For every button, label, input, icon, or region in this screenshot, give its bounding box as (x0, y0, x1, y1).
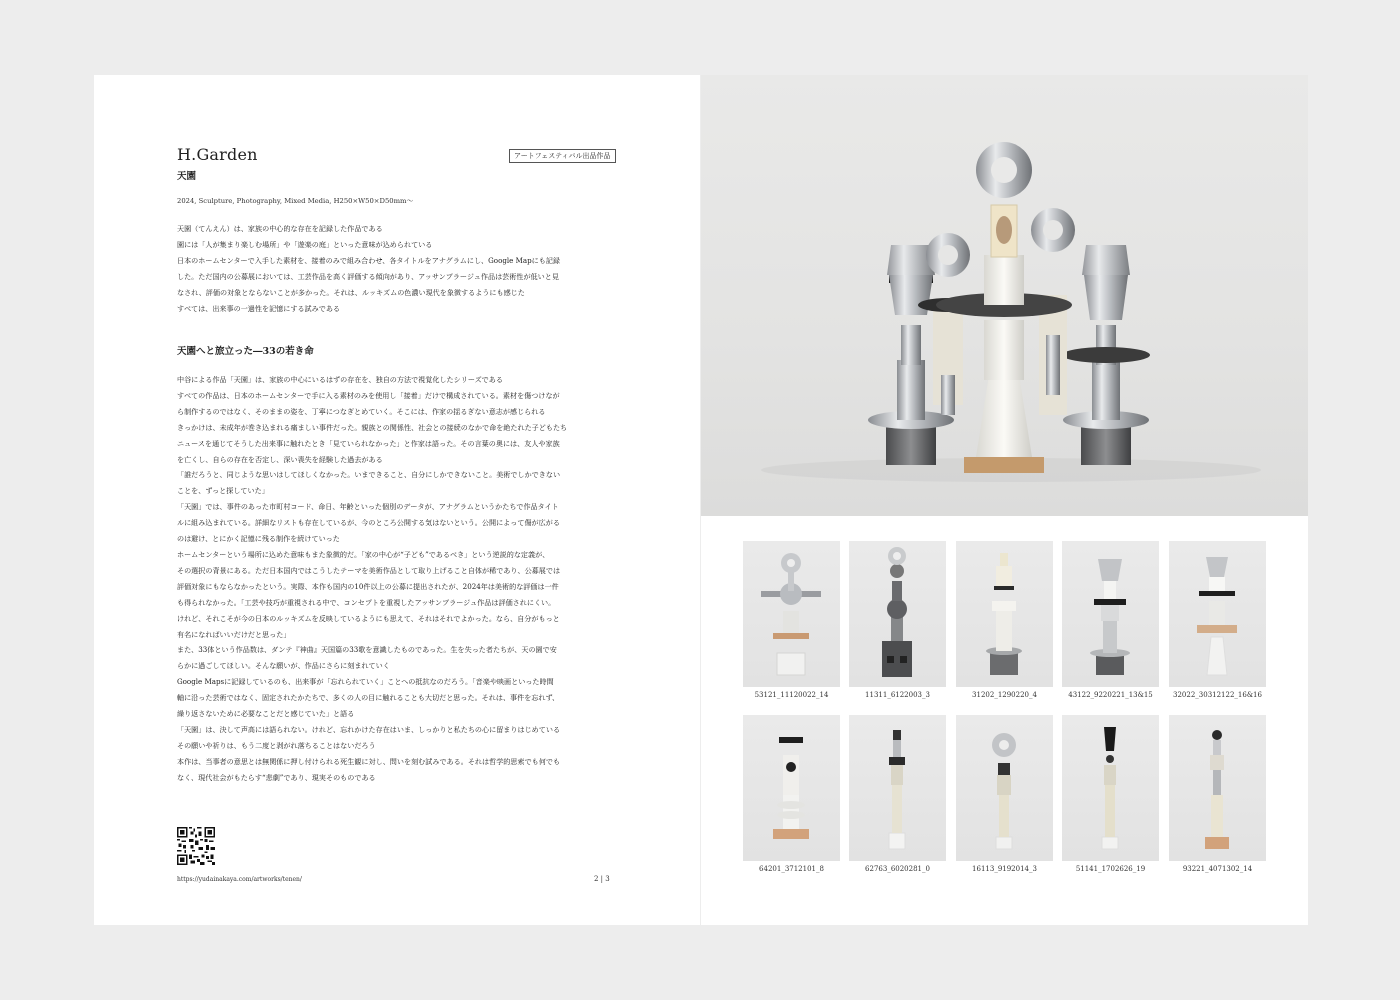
body-line: その願いや祈りは、もう二度と剥がれ落ちることはないだろう (177, 740, 376, 750)
body-line: 繰り返さないために必要なことだと感じていた」と語る (177, 709, 355, 719)
left-page (94, 75, 700, 925)
sculpture-thumb-icon (1169, 715, 1266, 861)
thumbnail-image (1062, 715, 1159, 861)
body-line: けれど、それこそが今の日本のルッキズムを反映しているようにも思えて、それはそれでよかった。なら、自分がもっと (177, 613, 560, 623)
thumbnail-card[interactable] (849, 541, 946, 699)
body-line: ら制作するのではなく、そのままの姿を、丁寧につなぎとめていく。そこには、作家の揺るぎない意志が感じられる (177, 406, 546, 416)
right-page (701, 75, 1308, 925)
page-number: 2 | 3 (594, 875, 610, 883)
thumbnail-card[interactable] (956, 715, 1053, 873)
thumbnail-caption: 64201_3712101_8 (759, 865, 824, 873)
body-line: ニュースを通じてそうした出来事に触れたとき「見ていられなかった」と作家は語った。その言葉の奥には、友人や家族 (177, 438, 560, 448)
body-line: その選択の背景にある。ただ日本国内ではこうしたテーマを美術作品として取り上げること自体が稀であり、公募展では (177, 565, 561, 575)
sculpture-thumb-icon (743, 541, 840, 687)
thumbnail-card[interactable] (1062, 715, 1159, 873)
thumbnail-image (1062, 541, 1159, 687)
body-line: を亡くし、自らの存在を否定し、深い喪失を経験した過去がある (177, 454, 383, 464)
body-line: も得られなかった。「工芸や技巧が重視される中で、コンセプトを重視したアッサンブラージュ作品は評価されにくい。 (177, 597, 556, 607)
body-line: 中谷による作品「天園」は、家族の中心にいるはずの存在を、独自の方法で視覚化したシリーズである (177, 375, 503, 384)
intro-line: なされ、評価の対象とならないことが多かった。それは、ルッキズムの色濃い現代を象徴するようにも感じた (177, 288, 525, 298)
body-line: のは避け、とにかく記憶に残る制作を続けていった (177, 534, 340, 544)
body-line: ホームセンターという場所に込めた意味もまた象徴的だ。「家の中心が“子ども”であるべき」という逆説的な定義が、 (177, 549, 550, 559)
intro-line: した。ただ国内の公募展においては、工芸作品を高く評価する傾向があり、アッサンブラージュ作品は芸術性が低いと見 (177, 272, 559, 282)
thumbnail-image (1169, 541, 1266, 687)
thumbnail-image (849, 715, 946, 861)
thumbnail-caption: 32022_30312122_16&16 (1173, 691, 1262, 699)
hero-photo (701, 75, 1308, 516)
thumbnail-image (849, 541, 946, 687)
thumbnail-caption: 53121_11120022_14 (754, 691, 829, 699)
thumbnail-card[interactable] (743, 541, 840, 699)
body-line: きっかけは、未成年が巻き込まれる痛ましい事件だった。親族との関係性、社会との接続のなかで命を絶たれた子どもたち (177, 422, 568, 432)
thumbnail-card[interactable] (956, 541, 1053, 699)
thumbnail-card[interactable] (743, 715, 840, 873)
artwork-url[interactable]: https://yudainakaya.com/artworks/tenen/ (177, 876, 302, 883)
qr-code-icon[interactable] (177, 827, 215, 865)
body-line: 「天園」は、決して声高には語られない。けれど、忘れかけた存在はいま、しっかりと私たちの心に留まりはじめている (177, 724, 561, 734)
body-line: Google Mapsに記録しているのも、出来事が「忘れられていく」ことへの抵抗なのだろう。「音楽や映画といった時間 (177, 677, 554, 687)
sculpture-thumb-icon (849, 541, 946, 687)
thumbnail-caption: 51141_1702626_19 (1075, 865, 1146, 873)
thumbnail-card[interactable] (849, 715, 946, 873)
sculpture-thumb-icon (956, 541, 1053, 687)
sculpture-thumb-icon (743, 715, 840, 861)
body-line: 軸に沿った芸術ではなく、固定されたかたちで、多くの人の目に触れることも大切だと思った。それは、事件を忘れず、 (177, 693, 560, 703)
thumbnail-caption: 43122_9220221_13&15 (1068, 691, 1153, 699)
body-line: 「誰だろうと、同じような思いはしてほしくなかった。いまできること、自分にしかできないこと。美術でしかできない (177, 470, 561, 480)
intro-line: すべては、出来事の一過性を記憶にする試みである (177, 304, 341, 314)
thumbnail-image (956, 541, 1053, 687)
thumbnail-image (743, 541, 840, 687)
thumbnail-caption: 16113_9192014_3 (972, 865, 1037, 873)
body-line: 「天園」では、事件のあった市町村コード、命日、年齢といった個別のデータが、アナグラムというかたちで作品タイト (177, 502, 559, 512)
sculpture-thumb-icon (1062, 715, 1159, 861)
thumbnail-image (743, 715, 840, 861)
intro-line: 天園（てんえん）は、家族の中心的な存在を記録した作品である (177, 224, 383, 233)
thumbnail-card[interactable] (1062, 541, 1159, 699)
sculpture-assemblage-icon (701, 75, 1308, 516)
thumbnail-image (1169, 715, 1266, 861)
sculpture-thumb-icon (849, 715, 946, 861)
sculpture-thumb-icon (1062, 541, 1159, 687)
page-title: H.Garden (177, 145, 258, 164)
body-line: 本作は、当事者の意思とは無関係に押し付けられる死生観に対し、問いを刻む試みである。それは哲学的思索でも何でも (177, 756, 561, 766)
sculpture-thumb-icon (956, 715, 1053, 861)
page-subtitle: 天園 (177, 171, 197, 182)
body-line: 評価対象にもならなかったという。実際、本作も国内の10件以上の公募に提出されたが、2024年は美術的な評価は一件 (177, 581, 559, 591)
thumbnail-card[interactable] (1169, 541, 1266, 699)
thumbnail-caption: 62763_6020281_0 (865, 865, 930, 873)
body-line: らかに過ごしてほしい。そんな願いが、作品にさらに刻まれていく (177, 661, 390, 671)
body-line: ことを、ずっと探していた」 (177, 486, 269, 496)
thumbnail-card[interactable] (1169, 715, 1266, 873)
body-line: ルに組み込まれている。詳細なリストも存在しているが、今のところ公開する気はないという。公開によって傷が広がる (177, 518, 560, 528)
intro-line: 園には「人が集まり楽しむ場所」や「遊楽の庭」といった意味が込められている (177, 240, 433, 250)
artwork-meta: 2024, Sculpture, Photography, Mixed Media, H250×W50×D50mm〜 (177, 197, 414, 205)
thumbnail-caption: 11311_6122003_3 (865, 691, 930, 699)
body-line: 有名になればいいだけだと思った」 (177, 629, 291, 639)
intro-line: 日本のホームセンターで入手した素材を、接着のみで組み合わせ、各タイトルをアナグラムにし、Google Mapにも記録 (177, 256, 561, 266)
body-line: なく、現代社会がもたらす“悲劇”であり、現実そのものである (177, 772, 376, 782)
sculpture-thumb-icon (1169, 541, 1266, 687)
festival-badge: アートフェスティバル出品作品 (509, 149, 616, 163)
body-text (177, 372, 612, 786)
body-line: すべての作品は、日本のホームセンターで手に入る素材のみを使用し「接着」だけで構成されている。素材を傷つけなが (177, 390, 560, 400)
thumbnail-image (956, 715, 1053, 861)
body-line: また、33体という作品数は、ダンテ『神曲』天国篇の33歌を意識したものであった。生を失った者たちが、天の園で安 (177, 645, 557, 655)
intro-text (177, 221, 612, 318)
section-heading: 天園へと旅立った―33の若き命 (177, 346, 314, 357)
thumbnail-caption: 93221_4071302_14 (1182, 865, 1253, 873)
thumbnail-caption: 31202_1290220_4 (972, 691, 1037, 699)
